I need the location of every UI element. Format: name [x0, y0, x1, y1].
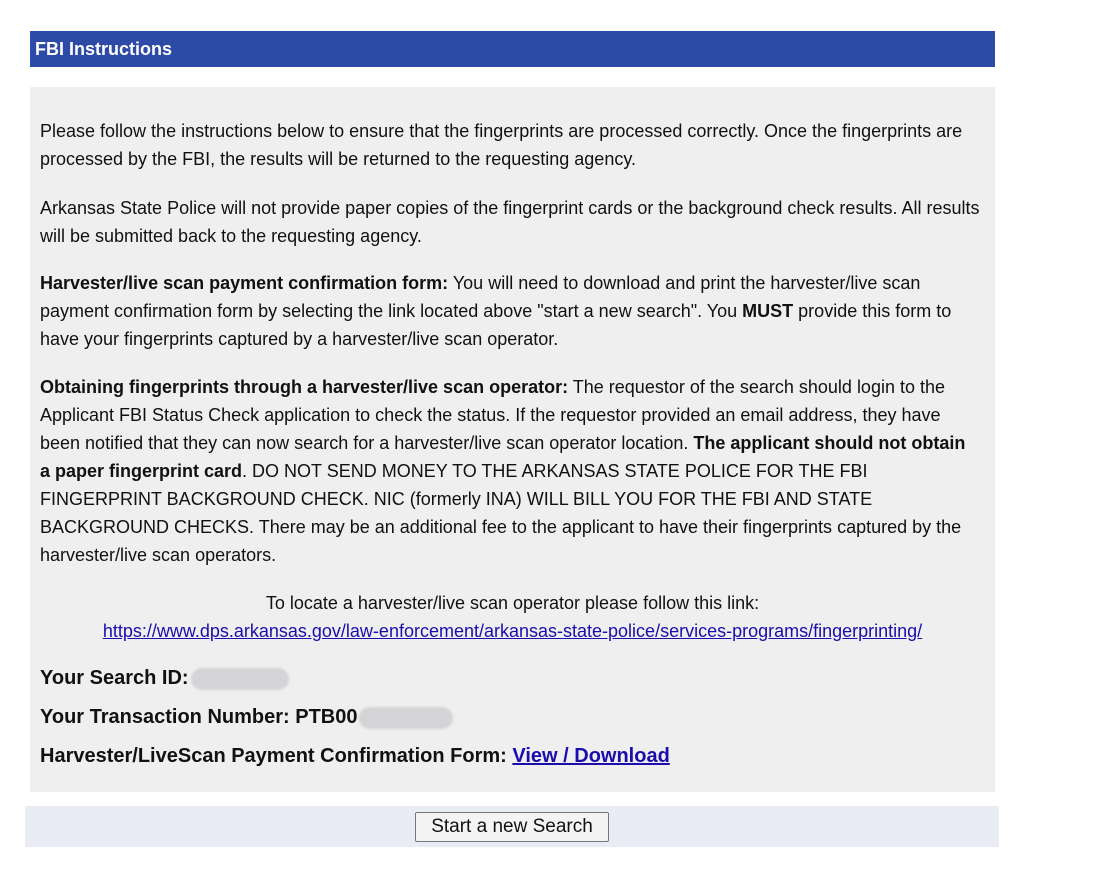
search-id-label: Your Search ID: [40, 667, 189, 689]
obtaining-fingerprints-text: The requestor of the search should login to the Applicant FBI Status Check application to check the status. If the requestor provided an email address, they have been notified that they can now search for a harvester/live scan operator location. [40, 377, 946, 453]
search-id-row [40, 664, 289, 692]
obtaining-fingerprints-text-end: . DO NOT SEND MONEY TO THE ARKANSAS STATE POLICE FOR THE FBI FINGERPRINT BACKGROUND CHECK. NIC (formerly INA) WILL BILL YOU FOR THE FBI AND STATE BACKGROUND CHECKS. There may be an additional fee to the applicant to have their fingerprints captured by the harvester/live scan operators. [40, 461, 962, 565]
footer-bar [25, 806, 999, 847]
locate-operator-block [30, 589, 995, 645]
payment-form-text-end: provide this form to have your fingerprints captured by a harvester/live scan operator. [40, 301, 952, 349]
must-emphasis: MUST [742, 301, 794, 321]
payment-form-paragraph [40, 269, 980, 353]
section-header [30, 31, 995, 67]
payment-form-text: You will need to download and print the harvester/live scan payment confirmation form by selecting the link located above "start a new search". You [40, 273, 921, 321]
locate-operator-text: To locate a harvester/live scan operator please follow this link: [265, 593, 760, 613]
paper-copies-paragraph: Arkansas State Police will not provide paper copies of the fingerprint cards or the background check results. All results will be submitted back to the requesting agency. [40, 198, 980, 246]
transaction-number-row [40, 703, 453, 731]
intro-paragraph: Please follow the instructions below to ensure that the fingerprints are processed correctly. Once the fingerprints are processed by the FBI, the results will be returned to the requesting agency. [40, 121, 963, 169]
fingerprinting-link[interactable]: https://www.dps.arkansas.gov/law-enforcement/arkansas-state-police/services-programs/fingerprinting/ [102, 621, 923, 641]
payment-form-heading: Harvester/live scan payment confirmation form: [40, 273, 449, 293]
paper-card-warning: The applicant should not obtain a paper fingerprint card [40, 433, 966, 481]
obtaining-fingerprints-heading: Obtaining fingerprints through a harvester/live scan operator: [40, 377, 569, 397]
transaction-number-value: PTB00 [295, 706, 358, 728]
obtaining-fingerprints-paragraph [40, 373, 980, 569]
search-id-redacted [191, 668, 289, 690]
start-new-search-button[interactable]: Start a new Search [415, 812, 609, 842]
transaction-number-redacted [359, 707, 453, 729]
payment-form-row [40, 742, 670, 770]
section-title: FBI Instructions [35, 39, 173, 59]
payment-form-label: Harvester/LiveScan Payment Confirmation Form: [40, 745, 507, 767]
transaction-number-label: Your Transaction Number: [40, 706, 290, 728]
view-download-link[interactable]: View / Download [512, 745, 670, 767]
instructions-panel [30, 87, 995, 792]
